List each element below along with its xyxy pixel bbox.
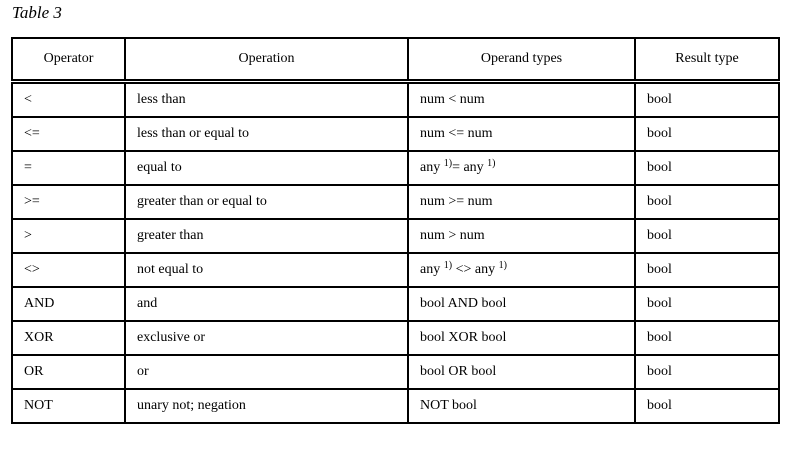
operation-cell: equal to [125, 151, 408, 185]
operand-types-cell: bool AND bool [408, 287, 635, 321]
operator-cell: AND [12, 287, 125, 321]
operator-cell: OR [12, 355, 125, 389]
footnote-ref: 1) [443, 260, 453, 271]
operator-cell: NOT [12, 389, 125, 423]
result-type-cell: bool [635, 389, 779, 423]
table-row [12, 117, 779, 151]
table-row [12, 151, 779, 185]
operator-cell: <= [12, 117, 125, 151]
header-operand-types: Operand types [408, 38, 635, 82]
table-row [12, 321, 779, 355]
operand-types-cell: NOT bool [408, 389, 635, 423]
result-type-cell: bool [635, 253, 779, 287]
operand-types-cell: num <= num [408, 117, 635, 151]
operator-cell: >= [12, 185, 125, 219]
operator-cell: < [12, 82, 125, 118]
operation-cell: or [125, 355, 408, 389]
operator-cell: > [12, 219, 125, 253]
operation-cell: not equal to [125, 253, 408, 287]
table-row [12, 287, 779, 321]
table-header-row [12, 38, 779, 82]
result-type-cell: bool [635, 82, 779, 118]
operation-cell: and [125, 287, 408, 321]
result-type-cell: bool [635, 185, 779, 219]
footnote-ref: 1) [498, 260, 507, 271]
operation-cell: exclusive or [125, 321, 408, 355]
result-type-cell: bool [635, 355, 779, 389]
result-type-cell: bool [635, 219, 779, 253]
result-type-cell: bool [635, 287, 779, 321]
operator-cell: <> [12, 253, 125, 287]
operand-types-cell: any $^{1)}$ <> any $^{1)}$ [408, 253, 635, 287]
header-operator: Operator [12, 38, 125, 82]
table-caption: Table 3 [12, 3, 62, 22]
operand-types-cell: any $^{1)}$= any $^{1)}$ [408, 151, 635, 185]
result-type-cell: bool [635, 321, 779, 355]
operand-types-cell: num >= num [408, 185, 635, 219]
header-operation: Operation [125, 38, 408, 82]
table-row [12, 389, 779, 423]
operand-types-cell: bool XOR bool [408, 321, 635, 355]
table-row [12, 185, 779, 219]
table-row [12, 253, 779, 287]
operators-table [11, 37, 780, 424]
result-type-cell: bool [635, 117, 779, 151]
operation-cell: less than or equal to [125, 117, 408, 151]
operation-cell: greater than or equal to [125, 185, 408, 219]
table-row [12, 355, 779, 389]
header-result-type: Result type [635, 38, 779, 82]
operation-cell: greater than [125, 219, 408, 253]
result-type-cell: bool [635, 151, 779, 185]
operand-types-cell: num > num [408, 219, 635, 253]
operator-cell: = [12, 151, 125, 185]
table-row [12, 219, 779, 253]
footnote-ref: 1) [443, 158, 453, 169]
operand-types-cell: bool OR bool [408, 355, 635, 389]
operation-cell: unary not; negation [125, 389, 408, 423]
table-row [12, 82, 779, 118]
operation-cell: less than [125, 82, 408, 118]
operator-cell: XOR [12, 321, 125, 355]
operand-types-cell: num < num [408, 82, 635, 118]
footnote-ref: 1) [487, 158, 496, 169]
